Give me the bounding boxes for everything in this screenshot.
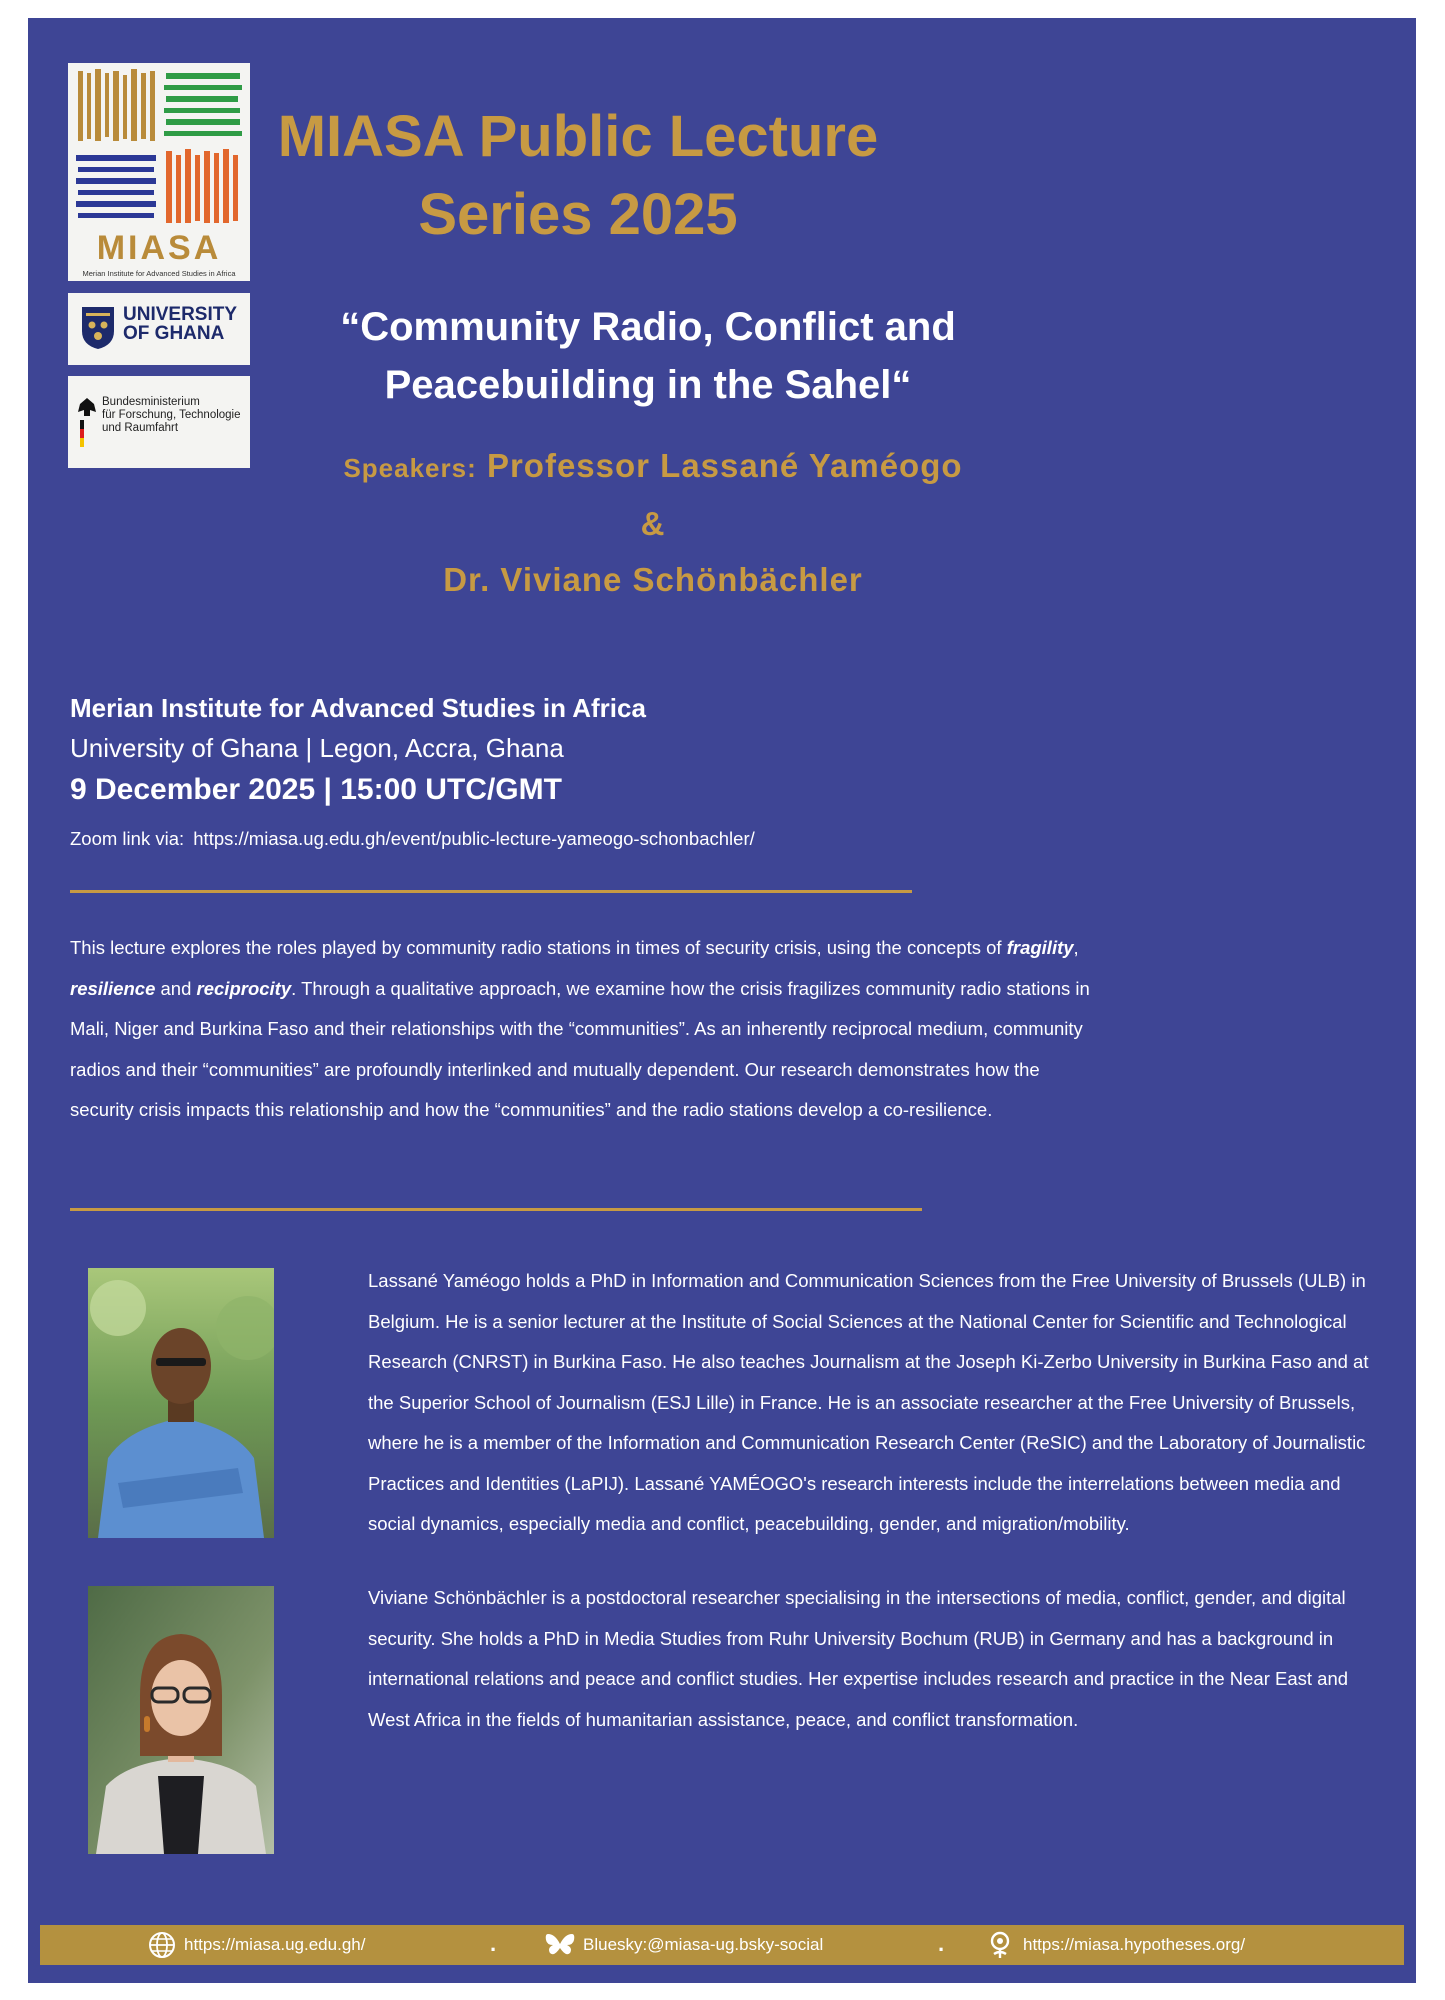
speakers-label: Speakers: — [343, 453, 477, 483]
speaker-photo-yameogo — [88, 1268, 274, 1538]
bio-yameogo: Lassané Yaméogo holds a PhD in Information and Communication Sciences from the Free University of Brussels (ULB) in Belgium. He is a senior lecturer at the Institute of Social Sciences at the National Center for Scientific and Technological Research (CNRST) in Burkina Faso. He also teaches Journalism at the Joseph Ki-Zerbo University in Burkina Faso and at the Superior School of Journalism (ESJ Lille) in France. He is an associate researcher at the Free University of Brussels, where he is a member of the Information and Communication Research Center (ReSIC) and the Laboratory of Journalistic Practices and Identities (LaPIJ). Lassané YAMÉOGO's research interests include the interrelations between media and social dynamics, especially media and conflict, peacebuilding, gender, and migration/mobility. — [368, 1270, 1369, 1534]
zoom-label: Zoom link via: — [70, 828, 185, 849]
event-datetime: 9 December 2025 | 15:00 UTC/GMT — [70, 773, 562, 806]
bio-schonbachler: Viviane Schönbächler is a postdoctoral researcher specialising in the intersections of media, conflict, gender, and digital security. She holds a PhD in Media Studies from Ruhr University Bochum (RUB) in Germany and has a background in international relations and peace and conflict studies. Her expertise includes research and practice in the Near East and West Africa in the fields of humanitarian assistance, peace, and conflict transformation. — [368, 1587, 1349, 1730]
bmbf-logo — [68, 376, 250, 468]
zoom-link[interactable]: https://miasa.ug.edu.gh/event/public-lecture-yameogo-schonbachler/ — [193, 828, 755, 849]
university-of-ghana-logo — [68, 293, 250, 365]
globe-icon — [148, 1931, 176, 1959]
butterfly-icon — [545, 1932, 575, 1958]
keyword-fragility: fragility — [1006, 937, 1074, 958]
speaker-2: Dr. Viviane Schönbächler — [443, 561, 863, 598]
lecture-title: “Community Radio, Conflict and Peacebuilding in the Sahel“ — [340, 305, 956, 407]
footer-separator-1: . — [490, 1931, 497, 1956]
footer-website[interactable] — [148, 1925, 365, 1965]
footer-separator-2: . — [938, 1931, 945, 1956]
footer-hypotheses-link[interactable]: https://miasa.hypotheses.org/ — [1023, 1935, 1246, 1954]
lecture-abstract: This lecture explores the roles played by community radio stations in times of security crisis, using the concepts of fragility, resilience and reciprocity. Through a qualitative approach, we examine how the crisis fragilizes community radio stations in Mali, Niger and Burkina Faso and their relationships with the “communities”. As an inherently reciprocal medium, community radios and their “communities” are profoundly interlinked and mutually dependent. Our research demonstrates how the security crisis impacts this relationship and how the “communities” and the radio stations develop a co-resilience. — [70, 937, 1090, 1120]
divider-top — [70, 890, 912, 893]
footer-bluesky[interactable] — [545, 1925, 823, 1965]
miasa-logo — [68, 63, 250, 281]
page-title: MIASA Public Lecture Series 2025 — [277, 104, 879, 247]
blog-icon — [985, 1930, 1015, 1960]
eagle-flag-icon — [76, 396, 98, 448]
speaker-photo-schonbachler — [88, 1586, 274, 1854]
keyword-reciprocity: reciprocity — [196, 977, 292, 999]
ug-name: UNIVERSITY OF GHANA — [123, 304, 238, 344]
miasa-wordmark: MIASA — [96, 229, 222, 267]
zoom-info — [70, 828, 755, 850]
footer-bluesky-handle[interactable]: Bluesky:@miasa-ug.bsky-social — [583, 1935, 824, 1954]
keyword-resilience: resilience — [70, 977, 156, 999]
footer-bar — [40, 1925, 1404, 1965]
institute-name: Merian Institute for Advanced Studies in Africa — [70, 693, 646, 723]
event-location: University of Ghana | Legon, Accra, Ghana — [70, 733, 564, 763]
footer-hypotheses[interactable] — [985, 1925, 1245, 1965]
bmbf-name: Bundesministerium für Forschung, Technologie und Raumfahrt — [102, 396, 241, 434]
poster — [28, 18, 1416, 1983]
footer-website-link[interactable]: https://miasa.ug.edu.gh/ — [184, 1935, 366, 1954]
divider-bottom — [70, 1208, 922, 1211]
speakers — [328, 438, 978, 608]
miasa-tagline: Merian Institute for Advanced Studies in Africa — [82, 269, 236, 278]
ug-crest-icon — [80, 305, 116, 351]
speaker-1: Professor Lassané Yaméogo & — [486, 447, 963, 542]
